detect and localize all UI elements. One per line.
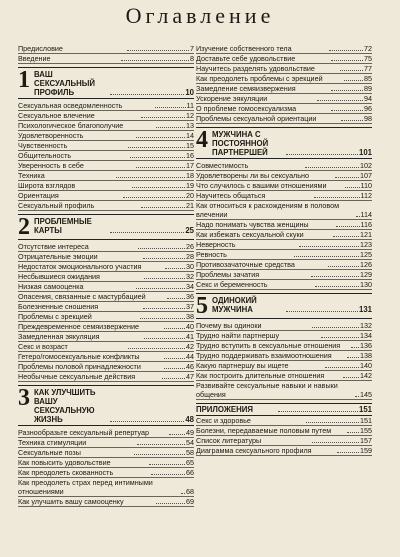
entry-page: 138 [360,351,372,360]
dot-leader [340,70,363,71]
dot-leader [140,318,185,319]
dot-leader [116,177,185,178]
entry-page: 125 [360,250,373,259]
toc-entry [196,74,372,84]
entry-page: 126 [360,260,373,269]
entry-title: Сексуальное влечение [18,111,95,120]
section-page: 131 [359,305,373,314]
entry-title: Техника стимуляции [18,438,87,447]
appendix-header [196,403,372,416]
dot-leader [138,248,185,249]
entry-title: Разнообразьте сексуальный репертуар [18,428,150,437]
entry-page: 36 [186,292,194,301]
entry-page: 18 [186,171,194,180]
dot-leader [156,503,185,504]
dot-leader [123,197,185,198]
toc-entry [196,161,372,171]
entry-title: Развивайте сексуальные навыки и навыки общения [196,381,338,399]
entry-page: 40 [186,322,195,331]
section-title: КАК УЛУЧШИТЬ ВАШУ СЕКСУАЛЬНУЮ ЖИЗНЬ [34,388,96,424]
entry-page: 42 [186,342,195,351]
entry-page: 136 [360,341,373,350]
entry-page: 151 [360,416,372,425]
toc-entry [196,104,372,114]
toc-entry [18,362,194,372]
toc-entry [18,468,194,478]
toc-entry [196,270,372,280]
entry-page: 65 [186,458,194,467]
toc-entry [196,191,372,201]
entry-page: 47 [186,372,194,381]
toc-entry [196,321,372,331]
toc-entry [196,331,372,341]
entry-title: Общительность [18,151,72,160]
entry-title: Недостаток эмоционального участия [18,262,142,271]
toc-entry [18,121,194,131]
toc-entry [18,448,194,458]
entry-title: Неверность [196,240,236,249]
entry-page: 49 [186,428,194,437]
section-header [196,127,372,159]
dot-leader [351,347,359,348]
entry-title: Секс и возраст [18,342,68,351]
dot-leader [110,421,185,422]
dot-leader [141,117,185,118]
entry-page: 69 [186,497,194,506]
toc-entry [18,151,194,161]
dot-leader [110,232,185,233]
section-body [212,296,372,314]
toc-entry [196,351,372,361]
entry-title: Ориентация [18,191,59,200]
entry-page: 44 [186,352,195,361]
dot-leader [141,207,185,208]
entry-title: Предисловие [18,44,63,53]
toc-entry [196,220,372,230]
toc-entry [18,312,194,322]
entry-title: Опасения, связанные с мастурбацией [18,292,146,301]
dot-leader [294,256,359,257]
dot-leader [110,94,185,95]
dot-leader [341,120,363,121]
toc-entry [18,342,194,352]
toc-entry [18,428,194,438]
appendix-page: 151 [359,405,373,414]
entry-title: Список литературы [196,436,262,445]
dot-leader [127,50,189,51]
entry-page: 77 [364,64,372,73]
toc-entry [18,302,194,312]
entry-title: Болезни, передаваемые половым путем [196,426,332,435]
dot-leader [344,80,363,81]
entry-title: Трудно найти партнершу [196,331,280,340]
entry-page: 72 [364,44,373,53]
toc-entry [196,171,372,181]
dot-leader [331,90,363,91]
left-column [18,44,194,507]
dot-leader [164,328,186,329]
dot-leader [130,157,185,158]
section-number: 5 [196,293,208,319]
entry-page: 157 [360,436,372,445]
toc-entry [196,114,372,124]
entry-page: 66 [186,468,195,477]
entry-title: Какую партнершу вы ищете [196,361,289,370]
toc-entry [18,44,194,54]
entry-title: Трудно вступить в сексуальные отношения [196,341,341,350]
toc-entry [196,230,372,240]
dot-leader [286,311,359,312]
entry-title: Научитесь разделять удовольствие [196,64,315,73]
dot-leader [169,434,185,435]
toc-entry [196,416,372,426]
dot-leader [128,147,185,148]
section-page: 101 [359,148,373,157]
dot-leader [347,432,359,433]
entry-title: Психологическое благополучие [18,121,124,130]
entry-page: 54 [186,438,195,447]
entry-title: Чувственность [18,141,68,150]
entry-title: Ревность [196,250,227,259]
entry-title: Отрицательные эмоции [18,252,98,261]
section-body [34,217,194,235]
toc-entry [196,181,372,191]
entry-title: Гетеро/гомосексуальные конфликты [18,352,140,361]
dot-leader [162,378,185,379]
dot-leader [164,358,185,359]
dot-leader [132,187,185,188]
toc-entry [196,341,372,351]
toc-entry [18,497,194,507]
toc-entry [196,240,372,250]
entry-title: Трудно поддерживать взаимоотношения [196,351,332,360]
dot-leader [355,396,359,397]
entry-title: Удовлетворенность [18,131,84,140]
dot-leader [143,258,185,259]
entry-title: Проблемы зачатия [196,270,260,279]
entry-page: 116 [360,220,373,229]
toc-entry [196,250,372,260]
section-page: 48 [185,415,194,424]
dot-leader [337,452,359,453]
entry-page: 98 [364,114,373,123]
entry-page: 38 [186,312,195,321]
toc-entry [196,84,372,94]
toc-entry [18,101,194,111]
toc-entry [196,361,372,371]
entry-page: 110 [360,181,372,190]
entry-title: Научитесь общаться [196,191,266,200]
toc-entry [18,131,194,141]
dot-leader [143,308,185,309]
dot-leader [144,278,185,279]
dot-leader [321,337,359,338]
toc-entry [196,371,372,381]
entry-page: 130 [360,280,372,289]
entry-page: 28 [186,252,194,261]
entry-page: 129 [360,270,373,279]
toc-entry [18,191,194,201]
entry-title: Введение [18,54,51,63]
entry-title: Низкая самооценка [18,282,84,291]
entry-title: Как улучшить вашу самооценку [18,497,124,506]
dot-leader [306,422,359,423]
section-number: 2 [18,214,30,240]
entry-page: 15 [186,141,194,150]
entry-title: Противозачаточные средства [196,260,295,269]
toc-entry [18,242,194,252]
dot-leader [336,226,360,227]
toc-entry [196,94,372,104]
entry-page: 21 [186,201,195,210]
entry-title: Сексуальная осведомленность [18,101,123,110]
dot-leader [312,442,359,443]
entry-page: 121 [360,230,373,239]
entry-title: Совместимость [196,161,249,170]
entry-title: Проблемы половой принадлежности [18,362,141,371]
entry-page: 32 [186,272,195,281]
dot-leader [345,187,360,188]
entry-page: 134 [360,331,373,340]
entry-page: 13 [186,121,194,130]
entry-page: 37 [186,302,194,311]
dot-leader [136,137,185,138]
entry-page: 142 [360,371,373,380]
entry-title: Диаграмма сексуального профиля [196,446,312,455]
section-number: 1 [18,67,30,93]
entry-title: Техника [18,171,45,180]
entry-title: Ускорение эякуляции [196,94,268,103]
dot-leader [137,444,185,445]
toc-entry [18,292,194,302]
entry-page: 140 [360,361,372,370]
entry-title: Широта взглядов [18,181,76,190]
dot-leader [331,110,363,111]
toc-entry [18,181,194,191]
entry-page: 85 [364,74,372,83]
toc-entry [18,352,194,362]
entry-page: 12 [186,111,194,120]
dot-leader [328,266,359,267]
entry-title: Как избежать сексуальной скуки [196,230,304,239]
section-number: 3 [18,385,30,411]
toc-entry [18,438,194,448]
toc-entry [196,44,372,54]
entry-page: 102 [360,161,372,170]
entry-title: Сексуальный профиль [18,201,95,210]
toc-entry [196,201,372,220]
toc-entry [18,111,194,121]
toc-entry [18,478,194,497]
entry-page: 34 [186,282,194,291]
entry-page: 89 [364,84,373,93]
entry-page: 114 [360,210,372,219]
dot-leader [156,127,185,128]
entry-page: 20 [186,191,194,200]
section-page: 25 [185,226,194,235]
entry-title: Как построить длительные отношения [196,371,325,380]
toc-entry [196,64,372,74]
entry-page: 159 [360,446,372,455]
page-title: Оглавление [125,3,275,28]
entry-page: 30 [186,262,195,271]
entry-title: Секс и беременность [196,280,268,289]
dot-leader [347,357,359,358]
section-number: 4 [196,127,208,153]
dot-leader [311,276,359,277]
entry-title: О проблеме гомосексуализма [196,104,297,113]
toc-entry [18,161,194,171]
toc-entry [18,458,194,468]
toc-entry [196,436,372,446]
toc-entry [18,171,194,181]
toc-entry [18,201,194,211]
entry-page: 26 [186,242,195,251]
entry-title: Как относиться к расхождениям в половом влечении [196,201,340,219]
toc-entry [18,54,194,64]
dot-leader [356,216,360,217]
entry-title: Что случилось с вашими отношениями [196,181,327,190]
entry-title: Необычные сексуальные действия [18,372,136,381]
section-title: ВАШ СЕКСУАЛЬНЫЙ ПРОФИЛЬ [34,70,95,97]
entry-page: 46 [186,362,195,371]
dot-leader [299,246,359,247]
dot-leader [134,454,185,455]
entry-title: Доставьте себе удовольствие [196,54,296,63]
entry-page: 96 [364,104,373,113]
dot-leader [325,367,359,368]
dot-leader [333,236,359,237]
entry-title: Сексуальные позы [18,448,81,457]
entry-page: 58 [186,448,195,457]
section-body [212,130,372,157]
toc-entry [18,322,194,332]
entry-page: 112 [360,191,372,200]
dot-leader [144,338,185,339]
dot-leader [329,50,363,51]
entry-page: 8 [190,54,195,63]
entry-title: Замедление семяизвержения [196,84,296,93]
dot-leader [164,368,185,369]
section-title: ОДИНОКИЙ МУЖЧИНА [212,296,257,314]
dot-leader [317,100,363,101]
toc-entry [196,381,372,400]
entry-title: Почему вы одиноки [196,321,262,330]
entry-title: Проблемы сексуальной ориентации [196,114,317,123]
entry-page: 94 [364,94,372,103]
entry-page: 17 [186,161,195,170]
dot-leader [314,197,360,198]
dot-leader [167,298,185,299]
toc-entry [196,446,372,456]
section-header [18,67,194,99]
entry-title: Как преодолеть скованность [18,468,114,477]
dot-leader [335,177,359,178]
entry-title: Отсутствие интереса [18,242,89,251]
toc-entry [196,260,372,270]
toc-entry [196,54,372,64]
section-header [18,385,194,426]
appendix-title: ПРИЛОЖЕНИЯ [196,405,253,414]
toc-entry [196,280,372,290]
entry-title: Удовлетворены ли вы сексуально [196,171,309,180]
toc-entry [18,141,194,151]
entry-page: 68 [186,487,194,496]
dot-leader [312,327,359,328]
entry-title: Надо понимать чувства женщины [196,220,309,229]
entry-title: Как преодолеть проблемы с эрекцией [196,74,323,83]
section-header [18,214,194,240]
entry-title: Несбывшиеся ожидания [18,272,100,281]
entry-title: Как повысить удовольствие [18,458,111,467]
dot-leader [331,60,363,61]
section-page: 10 [185,88,194,97]
section-body [34,388,194,424]
entry-page: 41 [186,332,194,341]
dot-leader [286,154,359,155]
right-column [196,44,372,456]
dot-leader [121,60,189,61]
dot-leader [343,377,359,378]
entry-title: Изучение собственного тела [196,44,292,53]
dot-leader [155,107,185,108]
entry-title: Проблемы с эрекцией [18,312,92,321]
toc-entry [18,282,194,292]
entry-page: 14 [186,131,195,140]
dot-leader [278,405,359,412]
dot-leader [149,464,185,465]
entry-page: 107 [360,171,372,180]
dot-leader [136,167,185,168]
section-title: МУЖЧИНА С ПОСТОЯННОЙ ПАРТНЕРШЕЙ [212,130,269,157]
section-header [196,293,372,319]
toc-entry [18,252,194,262]
entry-page: 19 [186,181,194,190]
entry-title: Преждевременное семяизвержение [18,322,140,331]
dot-leader [181,493,185,494]
entry-page: 145 [360,390,372,399]
entry-title: Замедленная эякуляция [18,332,100,341]
entry-title: Болезненные сношения [18,302,99,311]
toc-entry [18,372,194,382]
toc-entry [18,262,194,272]
toc-entry [196,426,372,436]
dot-leader [136,288,185,289]
toc-entry [18,332,194,342]
entry-page: 155 [360,426,372,435]
dot-leader [315,286,359,287]
entry-page: 132 [360,321,373,330]
entry-page: 11 [186,101,194,110]
entry-title: Как преодолеть страх перед интимными отношениями [18,478,153,496]
section-body [34,70,194,97]
dot-leader [305,167,359,168]
entry-page: 7 [190,44,195,53]
toc-entry [18,272,194,282]
dot-leader [128,348,185,349]
dot-leader [151,474,185,475]
section-title: ПРОБЛЕМНЫЕ КАРТЫ [34,217,92,235]
entry-page: 75 [364,54,372,63]
entry-page: 123 [360,240,372,249]
dot-leader [165,268,185,269]
entry-page: 16 [186,151,195,160]
entry-title: Секс и здоровье [196,416,251,425]
entry-title: Уверенность в себе [18,161,84,170]
